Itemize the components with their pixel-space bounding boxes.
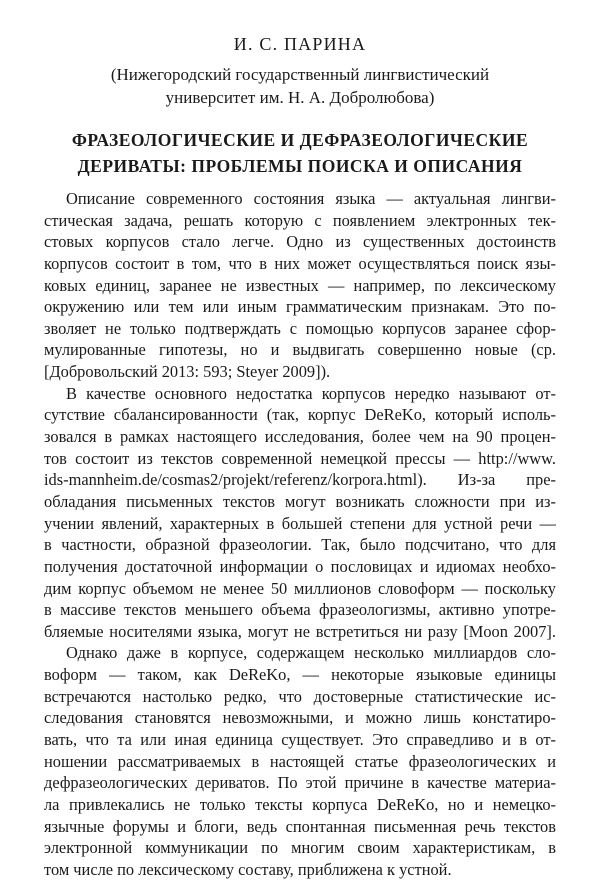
text-line: бляемые носителями языка, могут не встретиться ни разу [Moon 2007]. xyxy=(44,621,556,641)
text-line: следования становятся невозможными, и можно лишь констатиро- xyxy=(44,708,556,728)
paragraph xyxy=(44,188,556,383)
text-line: электронной коммуникации по многим своим характеристикам, в xyxy=(44,838,556,858)
text-line: в частности, образной фразеологии. Так, было подсчитано, что для xyxy=(44,535,556,555)
text-line: сутствие сбалансированности (так, корпус DeReKo, который исполь- xyxy=(44,405,556,425)
title-line: ДЕРИВАТЫ: ПРОБЛЕМЫ ПОИСКА И ОПИСАНИЯ xyxy=(77,156,523,176)
author-name: И. С. ПАРИНА xyxy=(233,34,367,54)
text-line: ids-mannheim.de/cosmas2/projekt/referenz/korpora.html). Из-за пре- xyxy=(44,470,556,490)
text-line: корпусов состоит в том, что в них может осуществляться поиск язы- xyxy=(44,253,556,273)
text-line: окружению или тем или иным грамматическим признакам. Это по- xyxy=(44,297,556,317)
paragraph xyxy=(44,642,556,880)
text-line: Однако даже в корпусе, содержащем несколько миллиардов сло- xyxy=(66,643,556,663)
text-line: Описание современного состояния языка — актуальная лингви- xyxy=(66,189,556,208)
affiliation-line: университет им. Н. А. Добролюбова) xyxy=(165,88,435,107)
text-line: [Добровольский 2013: 593; Steyer 2009]). xyxy=(44,362,331,382)
article-title xyxy=(40,127,560,179)
text-line: зовался в рамках настоящего исследования, более чем на 90 процен- xyxy=(44,427,556,447)
affiliation-line: (Нижегородский государственный лингвистический xyxy=(110,65,490,84)
text-line: дим корпус объемом не менее 50 миллионов словоформ — поскольку xyxy=(44,578,556,598)
text-line: стовых корпусов стало легче. Одно из существенных достоинств xyxy=(44,232,556,252)
text-line: учении явлений, характерных в большей степени для устной речи — xyxy=(44,513,556,533)
text-line: том числе по лексическому составу, приближена к устной. xyxy=(44,859,452,879)
text-line: в массиве текстов меньшего объема фразеологизмы, активно употре- xyxy=(44,600,556,620)
text-line: мулированные гипотезы, но и выдвигать совершенно новые (ср. xyxy=(44,340,556,360)
text-line: ковых единиц, заранее не известных — например, по лексическому xyxy=(44,275,556,295)
text-line: дефразеологических дериватов. По этой причине в качестве материа- xyxy=(44,773,556,793)
article-body xyxy=(44,188,556,881)
text-line: ношении рассматриваемых в настоящей статье фразеологических и xyxy=(44,751,556,771)
text-line: встречаются настолько редко, что достоверные статистические ис- xyxy=(44,686,556,706)
text-line: стическая задача, решать которую с появлением электронных тек- xyxy=(44,210,556,230)
affiliation xyxy=(40,63,560,109)
text-line: тов состоит из текстов современной немецкой прессы — http://www. xyxy=(44,448,556,468)
paragraph xyxy=(44,383,556,643)
text-line: язычные форумы и блоги, ведь спонтанная письменная речь текстов xyxy=(44,816,556,836)
text-line: получения достаточной информации о пословицах и идиомах необхо- xyxy=(44,556,556,576)
title-line: ФРАЗЕОЛОГИЧЕСКИЕ И ДЕФРАЗЕОЛОГИЧЕСКИЕ xyxy=(71,130,529,150)
text-line: обладания письменных текстов могут возникать сложности при из- xyxy=(44,491,556,511)
text-line: ла привлекались не только тексты корпуса DeReKo, но и немецко- xyxy=(44,794,556,814)
text-line: вать, что та или иная единица существует. Это справедливо и в от- xyxy=(44,730,556,750)
text-line: зволяет не только подтверждать с помощью корпусов заранее сфор- xyxy=(44,318,556,338)
text-line: воформ — таком, как DeReKo, — некоторые языковые единицы xyxy=(44,665,556,685)
text-line: В качестве основного недостатка корпусов нередко называют от- xyxy=(66,383,556,403)
